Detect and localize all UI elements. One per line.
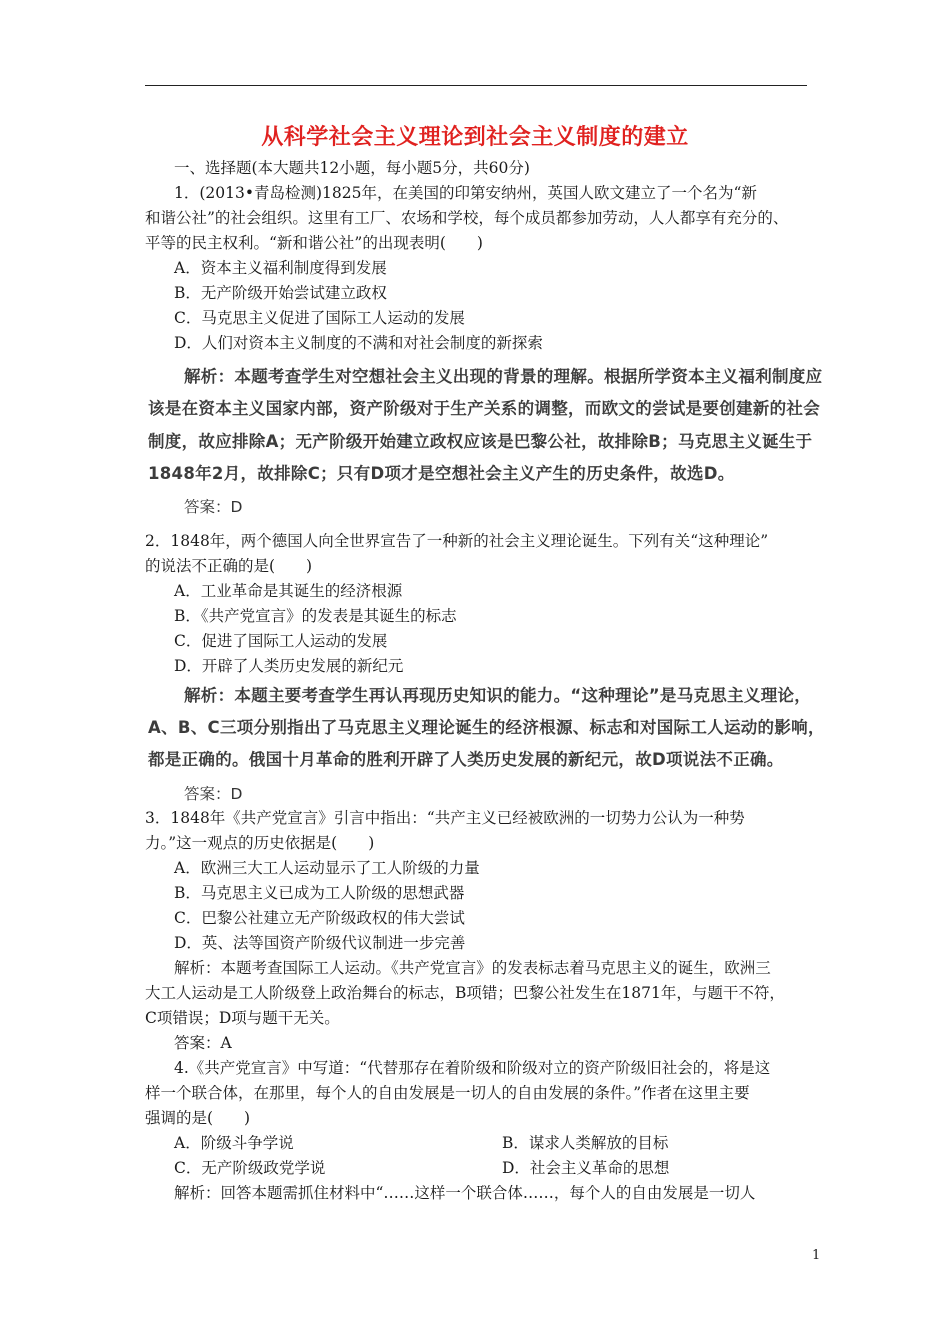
- q2-answer: 答案：D: [184, 785, 243, 803]
- q4-option-c: C．无产阶级政党学说: [174, 1159, 326, 1177]
- q4-option-d: D．社会主义革命的思想: [502, 1159, 670, 1177]
- q2-option-d: D．开辟了人类历史发展的新纪元: [174, 657, 404, 675]
- q1-analysis-line: 该是在资本主义国家内部，资产阶级对于生产关系的调整，而欧文的尝试是要创建新的社会: [148, 399, 820, 418]
- q3-analysis-line: 大工人运动是工人阶级登上政治舞台的标志，B项错；巴黎公社发生在1871年，与题干不符，: [145, 984, 785, 1002]
- q1-stem-line: 平等的民主权利。“新和谐公社”的出现表明( ): [145, 234, 483, 252]
- q2-analysis-line: 都是正确的。俄国十月革命的胜利开辟了人类历史发展的新纪元，故D项说法不正确。: [148, 750, 784, 769]
- section-heading: 一、选择题(本大题共12小题，每小题5分，共60分): [174, 159, 530, 177]
- q3-option-c: C．巴黎公社建立无产阶级政权的伟大尝试: [174, 909, 465, 927]
- q1-option-c: C．马克思主义促进了国际工人运动的发展: [174, 309, 465, 327]
- page-title: 从科学社会主义理论到社会主义制度的建立: [261, 125, 689, 150]
- q3-option-b: B．马克思主义已成为工人阶级的思想武器: [174, 884, 465, 902]
- q4-analysis-line: 解析：回答本题需抓住材料中“……这样一个联合体……，每个人的自由发展是一切人: [174, 1184, 756, 1202]
- q1-option-d: D．人们对资本主义制度的不满和对社会制度的新探索: [174, 334, 543, 352]
- page-number: 1: [812, 1248, 821, 1263]
- q2-analysis-line: A、B、C三项分别指出了马克思主义理论诞生的经济根源、标志和对国际工人运动的影响，: [148, 718, 825, 737]
- header-rule: [145, 85, 807, 86]
- q1-option-a: A．资本主义福利制度得到发展: [174, 259, 387, 277]
- q3-analysis-line: C项错误；D项与题干无关。: [145, 1009, 340, 1027]
- q4-stem-line: 样一个联合体，在那里，每个人的自由发展是一切人的自由发展的条件。”作者在这里主要: [145, 1084, 750, 1102]
- q1-analysis-line: 解析：本题考查学生对空想社会主义出现的背景的理解。根据所学资本主义福利制度应: [184, 367, 823, 386]
- q1-analysis-line: 制度，故应排除A；无产阶级开始建立政权应该是巴黎公社，故排除B；马克思主义诞生于: [148, 432, 813, 451]
- q2-stem-line: 的说法不正确的是( ): [145, 557, 313, 575]
- q3-answer: 答案：A: [174, 1034, 232, 1052]
- q2-option-b: B．《共产党宣言》的发表是其诞生的标志: [174, 607, 457, 625]
- q4-stem-line: 强调的是( ): [145, 1109, 251, 1127]
- q2-option-a: A．工业革命是其诞生的经济根源: [174, 582, 403, 600]
- q1-stem-line: 1．(2013•青岛检测)1825年，在美国的印第安纳州，英国人欧文建立了一个名为“新: [174, 184, 757, 202]
- q3-stem-line: 力。”这一观点的历史依据是( ): [145, 834, 375, 852]
- q4-option-b: B．谋求人类解放的目标: [502, 1134, 669, 1152]
- q1-stem-line: 和谐公社”的社会组织。这里有工厂、农场和学校，每个成员都参加劳动，人人都享有充分的、: [145, 209, 789, 227]
- q4-stem-line: 4.《共产党宣言》中写道：“代替那存在着阶级和阶级对立的资产阶级旧社会的，将是这: [174, 1059, 771, 1077]
- q3-analysis-line: 解析：本题考查国际工人运动。《共产党宣言》的发表标志着马克思主义的诞生，欧洲三: [174, 959, 771, 977]
- q2-stem-line: 2．1848年，两个德国人向全世界宣告了一种新的社会主义理论诞生。下列有关“这种理论”: [145, 532, 769, 550]
- q3-option-a: A．欧洲三大工人运动显示了工人阶级的力量: [174, 859, 480, 877]
- q3-option-d: D．英、法等国资产阶级代议制进一步完善: [174, 934, 466, 952]
- q1-answer: 答案：D: [184, 498, 243, 516]
- q4-option-a: A．阶级斗争学说: [174, 1134, 294, 1152]
- q1-option-b: B．无产阶级开始尝试建立政权: [174, 284, 387, 302]
- q3-stem-line: 3．1848年《共产党宣言》引言中指出：“共产主义已经被欧洲的一切势力公认为一种势: [145, 809, 745, 827]
- q2-option-c: C．促进了国际工人运动的发展: [174, 632, 388, 650]
- q2-analysis-line: 解析：本题主要考查学生再认再现历史知识的能力。“这种理论”是马克思主义理论，: [184, 686, 812, 705]
- q1-analysis-line: 1848年2月，故排除C；只有D项才是空想社会主义产生的历史条件，故选D。: [148, 464, 735, 483]
